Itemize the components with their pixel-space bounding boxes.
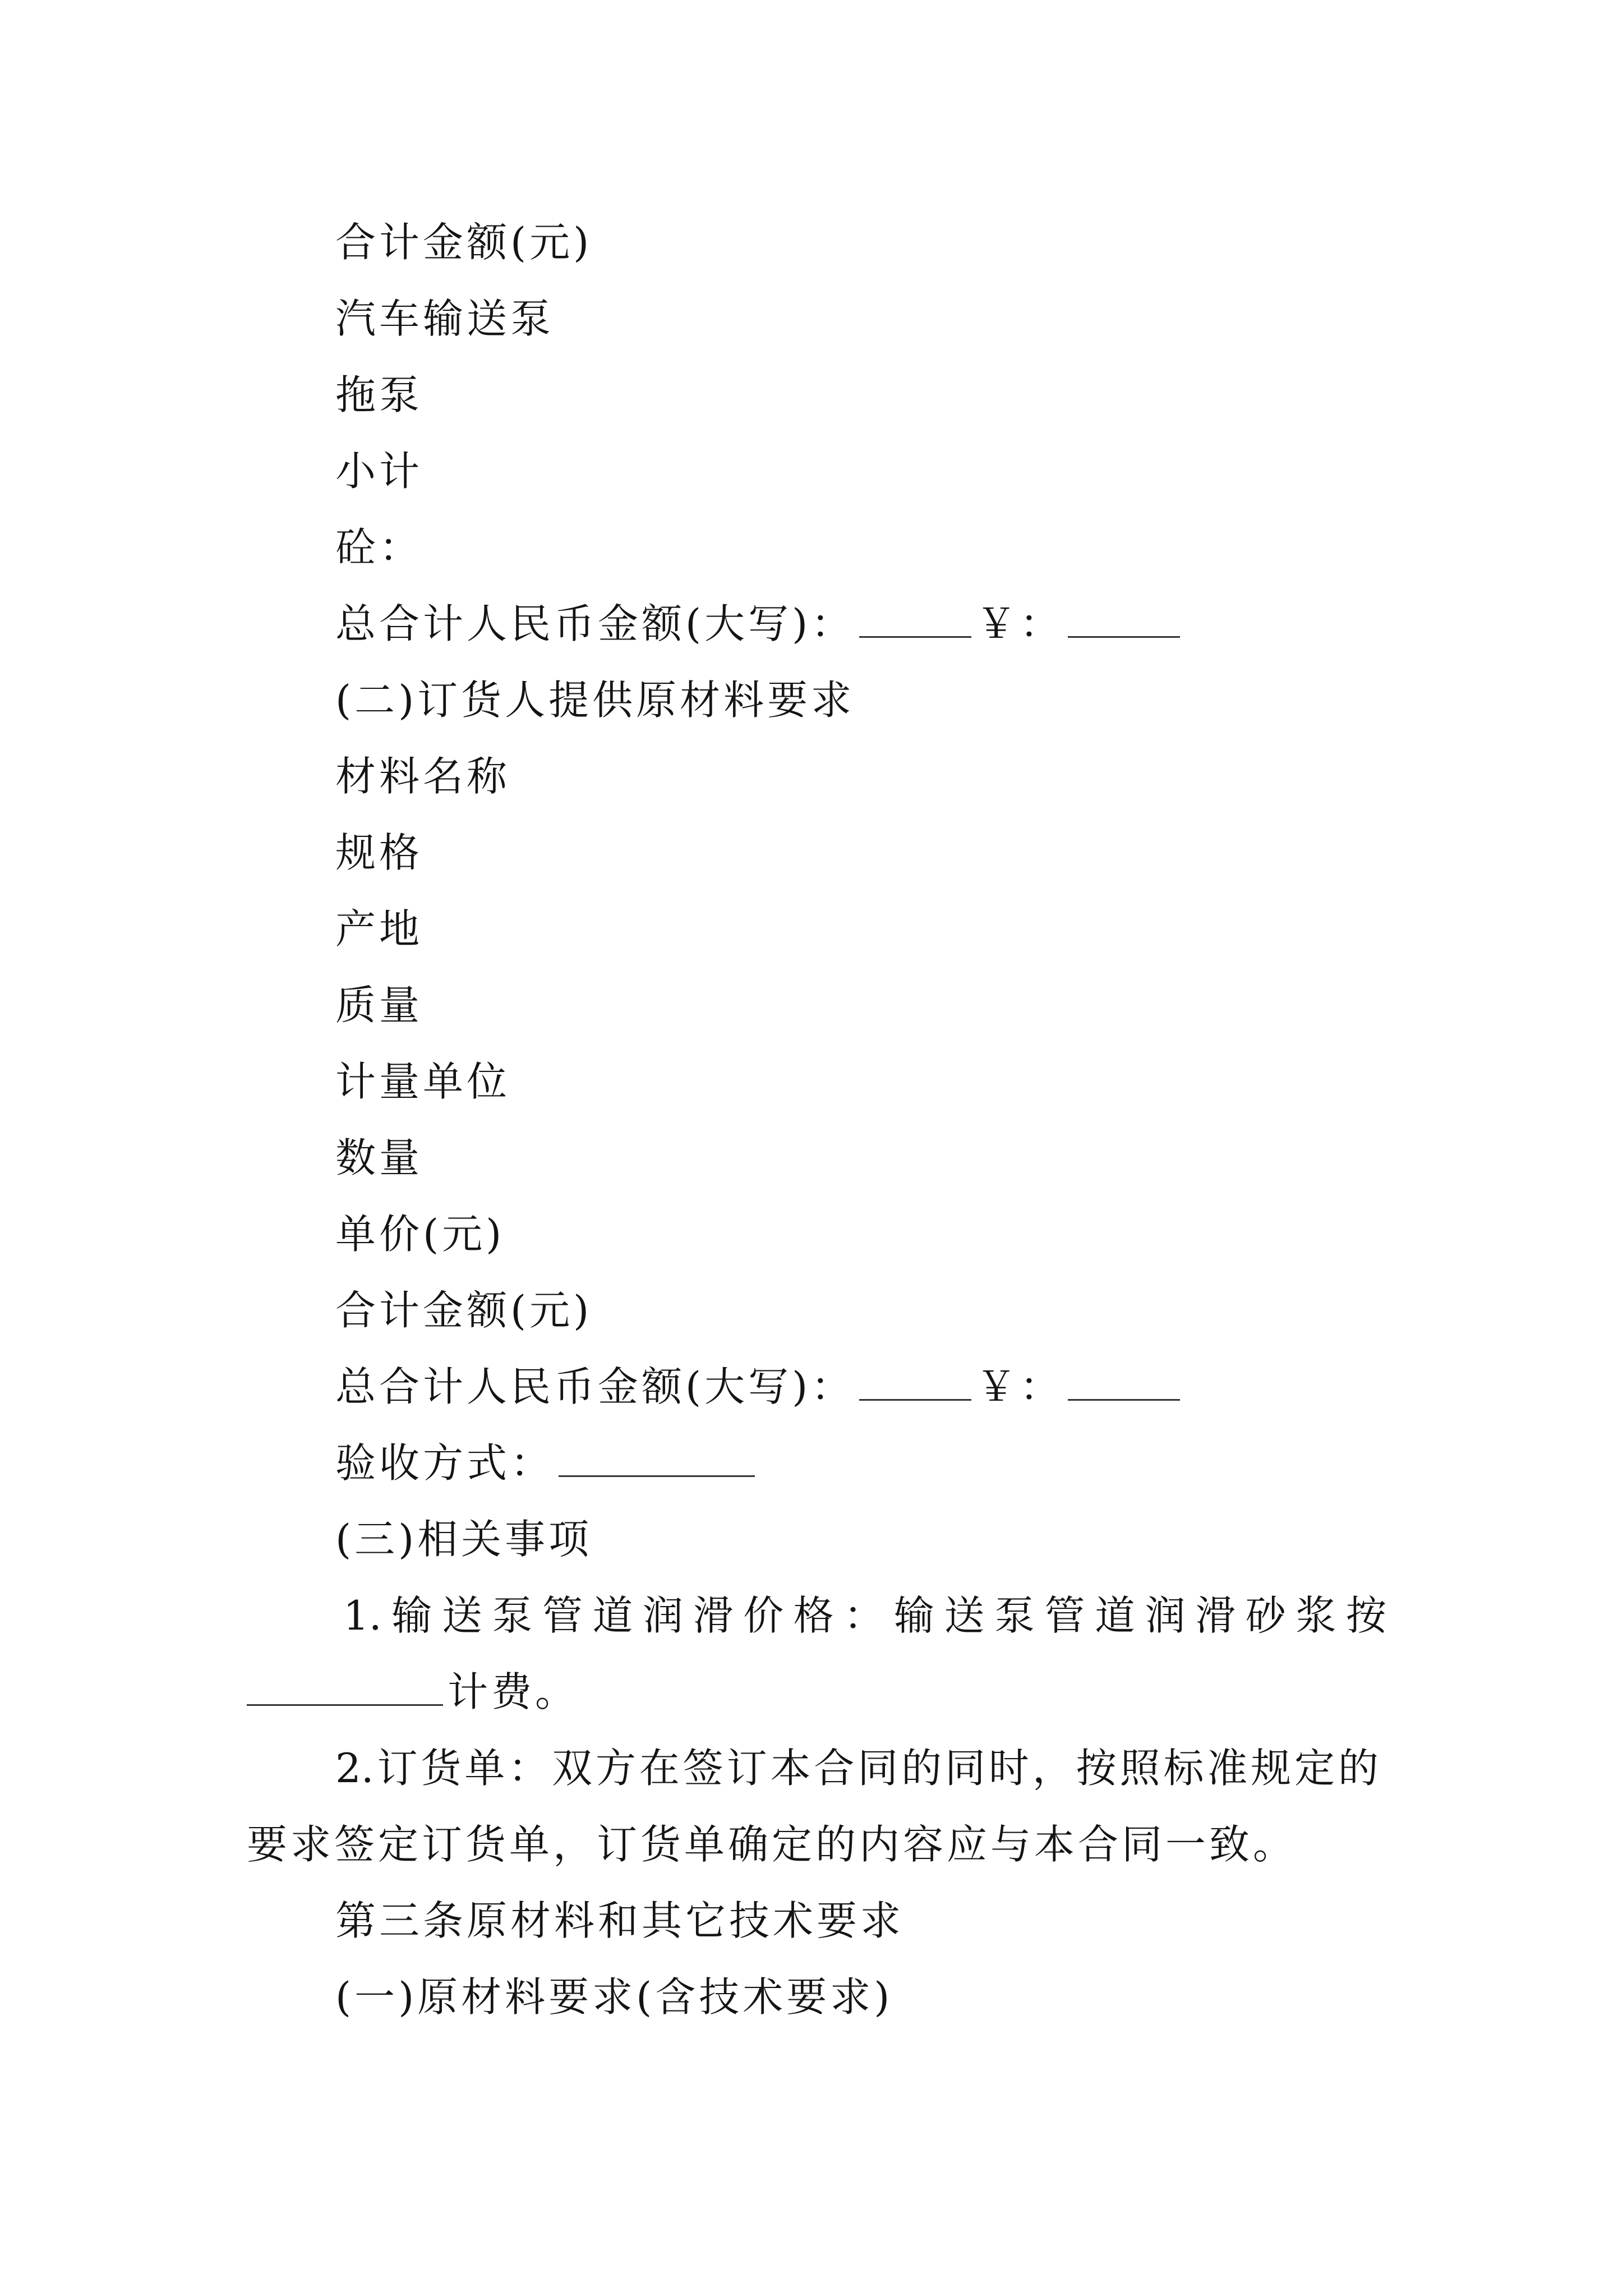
blank-acceptance-method[interactable] (559, 1436, 755, 1477)
line-grand-total-1: 总合计人民币金额(大写)： ￥： (335, 596, 1184, 652)
line-unit-price: 单价(元) (335, 1211, 505, 1258)
line-grand-total-2: 总合计人民币金额(大写)： ￥： (335, 1359, 1184, 1415)
clause-1-pipe-lubrication: 1.输送泵管道润滑价格：输送泵管道润滑砂浆按 (343, 1592, 1386, 1639)
blank-lubrication-billing[interactable] (247, 1665, 443, 1706)
clause-1-continuation: 计费。 (247, 1664, 579, 1720)
section-title-customer-materials: (二)订货人提供原材料要求 (335, 677, 855, 724)
line-acceptance-method: 验收方式： (335, 1435, 759, 1491)
blank-amount-in-words[interactable] (859, 597, 971, 638)
line-quantity: 数量 (335, 1134, 423, 1181)
section-title-raw-material-requirements: (一)原材料要求(含技术要求) (335, 1973, 893, 2021)
blank-amount-in-figures-2[interactable] (1068, 1360, 1180, 1401)
line-total-amount-2: 合计金额(元) (335, 1287, 593, 1334)
article-3-heading: 第三条原材料和其它技术要求 (335, 1897, 905, 1944)
line-subtotal: 小计 (335, 448, 423, 495)
line-truck-pump: 汽车输送泵 (335, 295, 555, 342)
blank-amount-in-words-2[interactable] (859, 1360, 971, 1401)
line-specification: 规格 (335, 829, 423, 876)
line-unit: 计量单位 (335, 1058, 511, 1105)
clause-2-order-form: 2.订货单：双方在签订本合同的同时，按照标准规定的 (335, 1745, 1378, 1792)
section-title-related-matters: (三)相关事项 (335, 1516, 593, 1563)
line-total-amount: 合计金额(元) (335, 219, 593, 266)
blank-amount-in-figures[interactable] (1068, 597, 1180, 638)
line-origin: 产地 (335, 905, 423, 953)
line-quality: 质量 (335, 982, 423, 1029)
line-trailer-pump: 拖泵 (335, 371, 423, 418)
clause-2-continuation: 要求签定订货单，订货单确定的内容应与本合同一致。 (247, 1821, 1297, 1868)
line-material-name: 材料名称 (335, 753, 511, 800)
line-concrete: 砼： (335, 524, 423, 571)
